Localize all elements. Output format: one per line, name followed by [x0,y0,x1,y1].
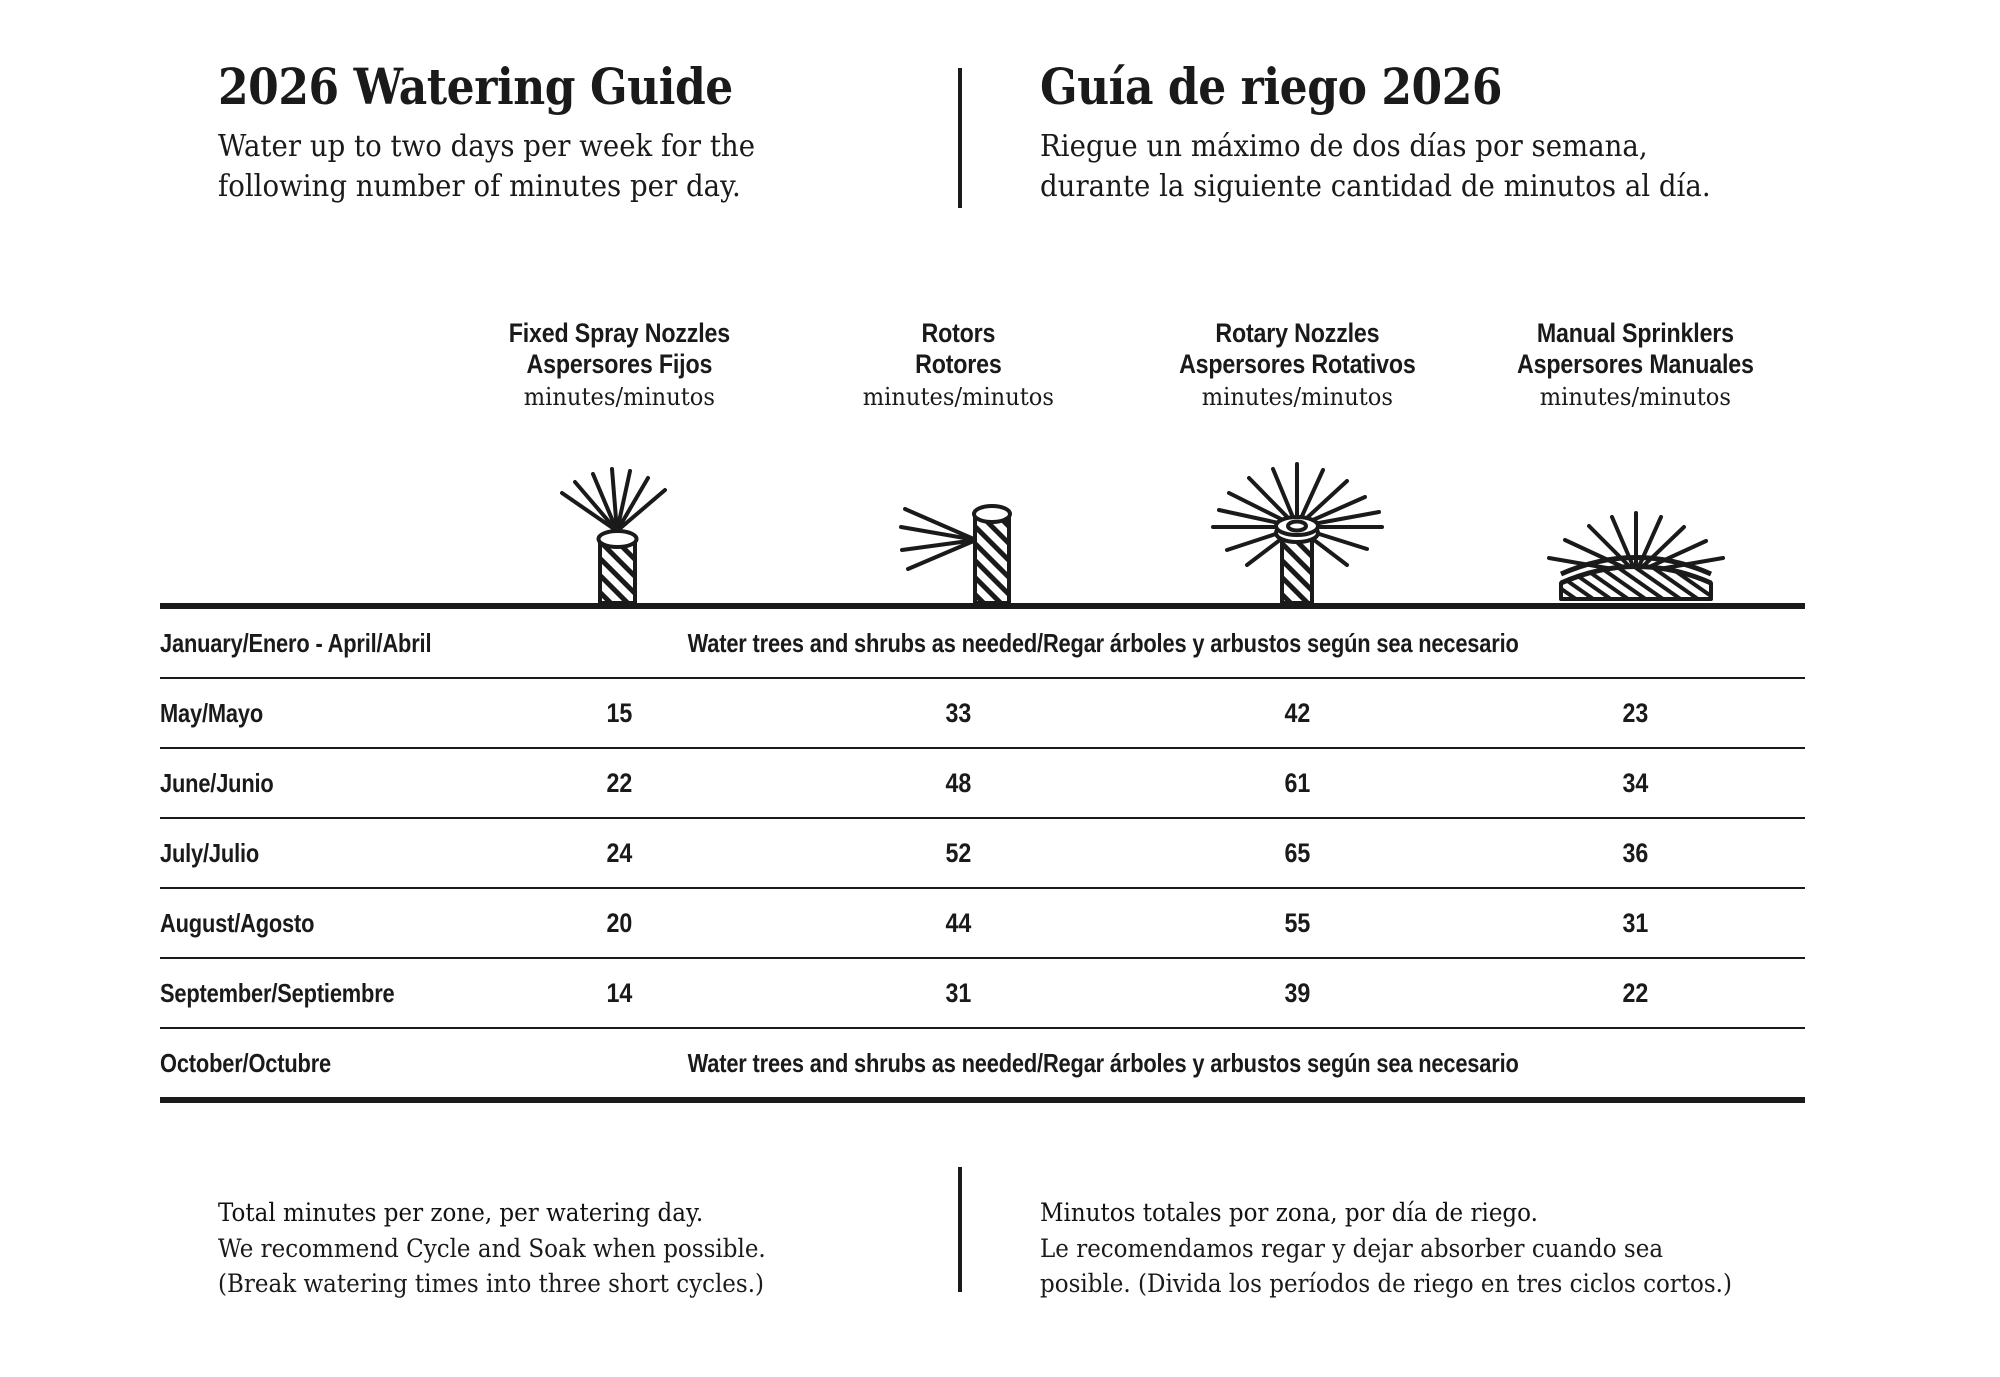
cell-rotors: 31 [945,977,972,1008]
icon-cell-manual-sprinkler [1466,455,1805,603]
page-subtitle-english-line2: following number of minutes per day. [218,168,741,204]
icon-cell-rotor [789,455,1128,603]
cell-rotors: 44 [945,907,972,938]
page-title-spanish: Guía de riego 2026 [1040,57,1503,116]
footer-spanish-line1: Minutos totales por zona, por día de riego. [1040,1198,1538,1227]
cell-rotors: 33 [945,697,972,728]
column-heading-english: Fixed Spray Nozzles [508,318,731,348]
row-month-label: September/Septiembre [160,977,395,1008]
watering-schedule-table [160,603,1805,1103]
rotor-icon [883,455,1033,603]
cell-manual-sprinklers: 34 [1622,767,1649,798]
column-heading-spanish: Aspersores Fijos [526,348,713,379]
cell-manual-sprinklers: 22 [1622,977,1649,1008]
cell-fixed-spray: 24 [606,837,633,868]
column-heading-english: Manual Sprinklers [1537,318,1735,348]
column-heading-spanish: Aspersores Manuales [1517,348,1755,379]
row-month-label: August/Agosto [160,907,315,938]
cell-fixed-spray: 14 [606,977,633,1008]
header-spanish [962,57,1792,206]
row-note: Water trees and shrubs as needed/Regar árboles y arbustos según sea necesario [687,1047,1519,1078]
page-footer [218,1195,1828,1302]
footer-english-line3: (Break watering times into three short cycles.) [218,1269,765,1298]
row-note: Water trees and shrubs as needed/Regar árboles y arbustos según sea necesario [687,627,1519,658]
cell-fixed-spray: 15 [606,697,633,728]
cell-rotors: 52 [945,837,972,868]
footer-english [218,1195,958,1302]
table-row [160,749,1805,817]
table-row [160,679,1805,747]
cell-rotary-nozzles: 61 [1283,767,1310,798]
table-row [160,1029,1805,1097]
page-subtitle-spanish-line1: Riegue un máximo de dos días por semana, [1040,129,1648,164]
column-heading-fixed-spray-nozzles [450,318,789,428]
table-row [160,889,1805,957]
row-month-label: May/Mayo [160,697,264,728]
cell-rotary-nozzles: 39 [1283,977,1310,1008]
header-english [218,57,958,206]
column-heading-spanish: Aspersores Rotativos [1178,348,1416,379]
table-row [160,609,1805,677]
sprinkler-icon-row [160,455,1805,603]
footer-spanish-line2: Le recomendamos regar y dejar absorber cuando sea [1040,1233,1664,1263]
icon-cell-rotary-nozzle [1128,455,1467,603]
page-subtitle-english-line1: Water up to two days per week for the [218,129,756,164]
column-heading-units: minutes/minutos [1540,382,1732,411]
footer-english-line2: We recommend Cycle and Soak when possible. [218,1233,766,1263]
row-month-label: January/Enero - April/Abril [160,627,432,658]
rotary-nozzle-icon [1207,455,1387,603]
footer-spanish [962,1195,1792,1302]
cell-manual-sprinklers: 31 [1622,907,1649,938]
manual-sprinkler-icon [1541,455,1731,603]
cell-manual-sprinklers: 23 [1622,697,1649,728]
table-row [160,959,1805,1027]
cell-fixed-spray: 22 [606,767,633,798]
column-heading-rotors [789,318,1128,428]
cell-manual-sprinklers: 36 [1622,837,1649,868]
column-heading-manual-sprinklers [1466,318,1805,428]
column-heading-english: Rotors [921,318,996,348]
footer-english-line1: Total minutes per zone, per watering day. [218,1198,704,1227]
table-bottom-rule [160,1097,1805,1103]
footer-spanish-line3: posible. (Divida los períodos de riego en tres ciclos cortos.) [1040,1269,1732,1298]
cell-rotary-nozzles: 55 [1283,907,1310,938]
icon-cell-fixed-spray [450,455,789,603]
column-heading-units: minutes/minutos [862,382,1054,411]
row-month-label: June/Junio [160,767,274,798]
row-month-label: October/Octubre [160,1047,332,1078]
column-headings [160,318,1805,428]
cell-fixed-spray: 20 [606,907,633,938]
cell-rotors: 48 [945,767,972,798]
column-heading-rotary-nozzles [1128,318,1467,428]
cell-rotary-nozzles: 65 [1283,837,1310,868]
column-heading-units: minutes/minutos [1201,382,1393,411]
column-heading-spanish: Rotores [914,348,1002,379]
fixed-spray-nozzle-icon [544,455,694,603]
page-subtitle-spanish-line2: durante la siguiente cantidad de minutos al día. [1040,168,1711,204]
table-row [160,819,1805,887]
page-header [218,57,1828,208]
column-heading-units: minutes/minutos [523,382,715,411]
column-heading-spacer [160,318,450,428]
row-month-label: July/Julio [160,837,260,868]
cell-rotary-nozzles: 42 [1283,697,1310,728]
column-heading-english: Rotary Nozzles [1214,318,1379,348]
page-title-english: 2026 Watering Guide [218,57,733,116]
